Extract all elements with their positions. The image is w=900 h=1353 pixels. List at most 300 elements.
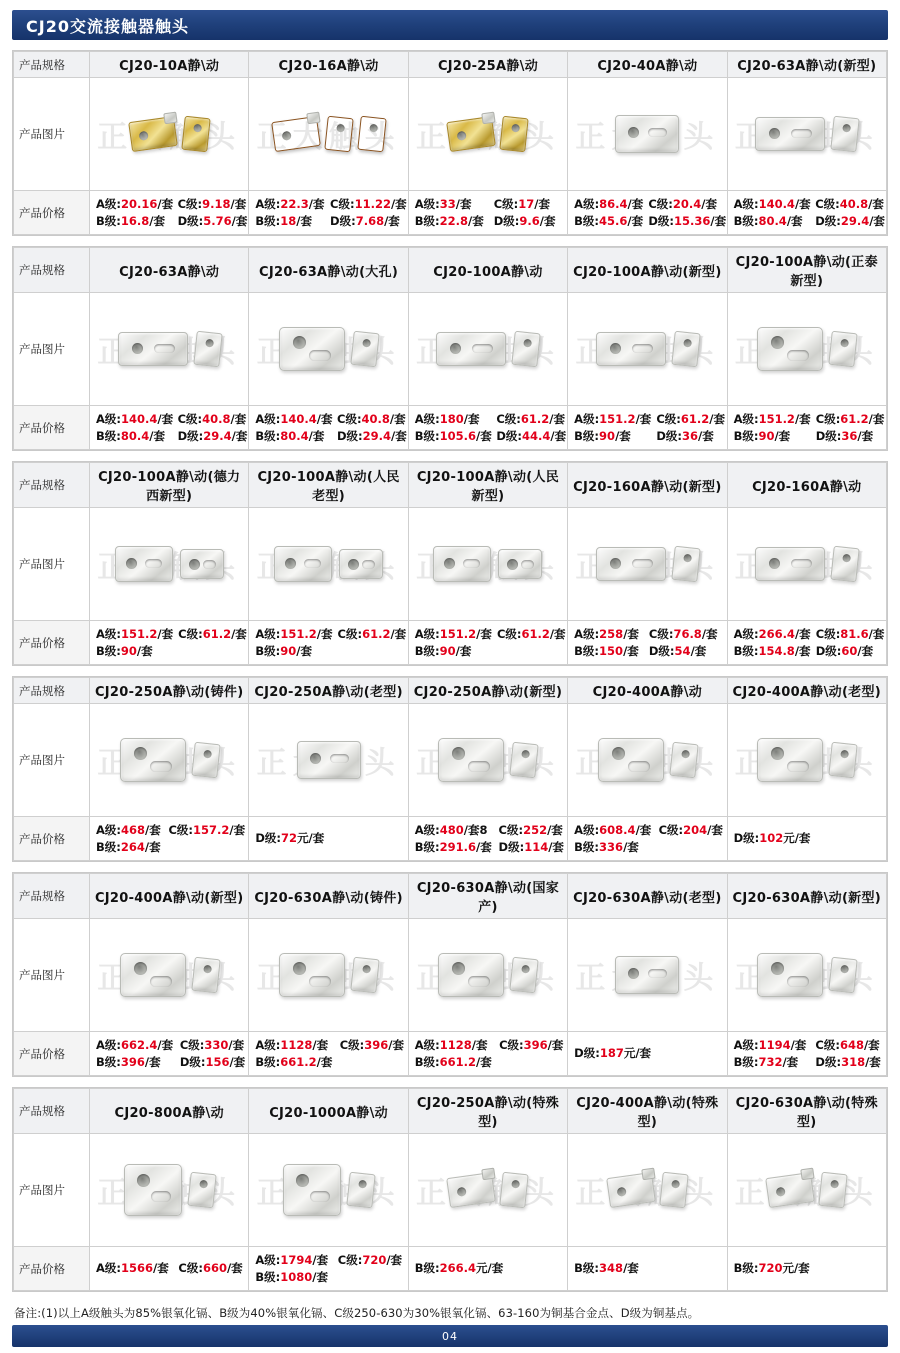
price-line — [255, 214, 312, 228]
price-unit: /套 — [794, 643, 811, 658]
price-line — [178, 197, 247, 211]
price-value: 72 — [281, 831, 298, 845]
price-grade: D级: — [493, 213, 520, 228]
price-line — [180, 1038, 244, 1052]
product-spec-cell — [568, 1089, 727, 1134]
price-unit: /套 — [698, 428, 714, 443]
price-unit: /套 — [790, 1037, 807, 1052]
price-unit: /套 — [623, 1261, 639, 1275]
price-value: 140.4 — [758, 196, 795, 211]
price-line — [96, 1055, 161, 1069]
price-line — [415, 1261, 503, 1275]
price-line — [330, 214, 400, 228]
price-unit: /套 — [857, 428, 874, 443]
price-grade: C级: — [337, 411, 362, 426]
product-spec-cell — [727, 1089, 886, 1134]
price-line — [574, 1261, 639, 1275]
price-line — [496, 412, 565, 426]
price-unit: /套 — [149, 213, 165, 228]
price-unit: /套 — [690, 643, 707, 658]
price-value: 45.6 — [599, 213, 628, 228]
price-value: 16.8 — [120, 213, 150, 228]
price-grade: B级: — [255, 1269, 281, 1284]
price-grade: B级: — [733, 643, 759, 658]
page-title: CJ20交流接触器触头 — [26, 16, 189, 36]
price-grade: B级: — [574, 643, 600, 658]
price-unit: /套 — [549, 411, 565, 426]
product-price-cell — [408, 621, 567, 665]
price-unit: /套 — [296, 643, 312, 658]
price-unit: /套 — [388, 1037, 404, 1052]
price-value: 36 — [841, 428, 858, 443]
price-grade: D级: — [177, 213, 204, 228]
price-line — [497, 627, 566, 641]
price-line — [574, 429, 631, 443]
price-grade: B级: — [574, 1261, 600, 1275]
product-price-cell — [249, 1032, 408, 1076]
product-image-cell — [408, 704, 567, 817]
product-image-cell — [568, 508, 727, 621]
price-grade: D级: — [255, 831, 282, 845]
price-value: 661.2 — [439, 1054, 477, 1069]
product-spec-cell — [249, 248, 408, 293]
product-spec-cell — [90, 463, 249, 508]
price-line — [656, 412, 725, 426]
product-price-cell — [90, 1032, 249, 1076]
product-image-cell — [249, 1134, 408, 1247]
product-spec-cell — [568, 874, 727, 919]
product-image-cell — [90, 508, 249, 621]
price-unit: /套 — [308, 428, 325, 443]
product-spec-cell — [249, 874, 408, 919]
product-photo — [283, 1164, 374, 1216]
product-spec-label: CJ20-63A静\动(新型) — [737, 59, 877, 74]
product-photo — [755, 547, 858, 581]
price-line — [648, 214, 726, 228]
product-photo — [757, 738, 856, 782]
price-line — [574, 823, 651, 837]
product-image-cell — [249, 704, 408, 817]
price-value: 54 — [674, 643, 691, 658]
price-grade: B级: — [733, 1261, 759, 1275]
price-line — [734, 412, 811, 426]
price-value: 102 — [759, 831, 784, 845]
price-unit: /套 — [615, 428, 631, 443]
price-grade: B级: — [414, 213, 440, 228]
price-grade: B级: — [96, 428, 121, 443]
price-line — [96, 840, 161, 854]
price-line — [178, 412, 247, 426]
product-spec-label: CJ20-1000A静\动 — [269, 1105, 388, 1121]
price-unit: /套 — [316, 626, 333, 641]
price-unit: /套 — [786, 213, 803, 228]
price-line — [574, 840, 639, 854]
price-unit: 元/套 — [782, 1261, 810, 1275]
price-value: 151.2 — [599, 411, 636, 426]
price-value: 40.8 — [839, 196, 869, 211]
product-block — [12, 872, 888, 1077]
price-value: 396 — [120, 1054, 145, 1069]
price-grade: D级: — [656, 428, 682, 443]
product-photo — [448, 117, 527, 151]
product-price-cell — [90, 1247, 249, 1291]
price-value: 480 — [439, 822, 464, 837]
price-value: 33 — [439, 196, 456, 211]
price-value: 396 — [364, 1037, 389, 1052]
price-line — [338, 1253, 402, 1267]
price-value: 154.8 — [758, 643, 795, 658]
price-grade: A级: — [733, 411, 759, 426]
product-spec-label: CJ20-400A静\动(老型) — [732, 685, 882, 700]
price-value: 661.2 — [280, 1054, 317, 1069]
price-line — [734, 1261, 810, 1275]
price-line — [178, 627, 247, 641]
price-unit: /套 — [627, 213, 644, 228]
product-spec-cell — [249, 52, 408, 78]
product-photo — [297, 741, 361, 779]
price-value: 80.4 — [120, 428, 150, 443]
product-spec-label: CJ20-100A静\动 — [433, 264, 543, 280]
price-grade: C级: — [496, 411, 521, 426]
price-unit: 元/套 — [297, 831, 325, 845]
product-image-cell — [90, 704, 249, 817]
row-label-picture: 产品图片 — [14, 704, 90, 817]
price-grade: C级: — [168, 822, 193, 837]
price-grade: B级: — [414, 1054, 440, 1069]
price-grade: D级: — [574, 1046, 600, 1060]
price-unit: /套 — [468, 213, 484, 228]
price-unit: /套 — [226, 1261, 243, 1275]
price-grade: D级: — [733, 831, 760, 845]
price-line — [659, 823, 723, 837]
price-line — [96, 197, 173, 211]
product-price-cell — [727, 1247, 886, 1291]
price-grade: A级: — [414, 822, 440, 837]
price-unit: /套 — [701, 626, 718, 641]
price-line — [415, 1038, 488, 1052]
price-grade: D级: — [815, 213, 841, 228]
product-image-cell — [568, 1134, 727, 1247]
price-unit: 元/套 — [783, 831, 811, 845]
product-price-cell — [568, 621, 727, 665]
price-line — [415, 214, 484, 228]
product-photo — [596, 332, 699, 366]
price-unit: /套8 — [463, 822, 488, 837]
price-line — [337, 412, 406, 426]
price-line — [415, 197, 472, 211]
price-unit: /套 — [550, 428, 567, 443]
price-value: 720 — [362, 1252, 387, 1267]
product-spec-cell — [727, 52, 886, 78]
price-value: 204 — [683, 822, 708, 837]
price-value: 114 — [524, 839, 549, 854]
row-label-price: 产品价格 — [14, 191, 90, 235]
product-price-cell — [249, 1247, 408, 1291]
price-grade: B级: — [414, 643, 440, 658]
price-value: 22.3 — [280, 196, 309, 211]
price-unit: /套 — [144, 839, 161, 854]
price-unit: /套 — [868, 411, 885, 426]
price-line — [816, 412, 885, 426]
price-line — [255, 1253, 328, 1267]
price-unit: /套 — [455, 643, 472, 658]
product-image-cell — [727, 919, 886, 1032]
row-label-picture: 产品图片 — [14, 508, 90, 621]
price-grade: D级: — [815, 1054, 842, 1069]
product-spec-label: CJ20-630A静\动(铸件) — [254, 890, 403, 906]
price-grade: D级: — [496, 428, 522, 443]
product-price-cell — [249, 191, 408, 235]
price-grade: A级: — [96, 1261, 121, 1275]
price-unit: /套 — [390, 196, 407, 211]
price-grade: C级: — [330, 196, 355, 211]
footer-note: 备注:(1)以上A级触头为85%银氧化镉、B级为40%银氧化镉、C级250-630为30%银氧化镉、63-160为铜基合金点、D级为铜基点。 — [14, 1306, 700, 1320]
product-image-cell — [408, 78, 567, 191]
price-unit: /套 — [868, 196, 884, 211]
price-line — [574, 627, 639, 641]
product-image-cell — [727, 704, 886, 817]
price-value: 1794 — [280, 1252, 313, 1267]
price-value: 90 — [280, 643, 297, 658]
price-value: 90 — [120, 643, 137, 658]
price-unit: /套 — [782, 1054, 799, 1069]
price-line — [415, 644, 472, 658]
price-value: 1194 — [758, 1037, 791, 1052]
price-line — [494, 197, 550, 211]
product-photo — [438, 953, 537, 997]
price-grade: A级: — [574, 822, 600, 837]
price-value: 76.8 — [673, 626, 702, 641]
price-value: 90 — [439, 643, 456, 658]
price-line — [499, 823, 563, 837]
product-spec-cell — [568, 678, 727, 704]
price-line — [816, 644, 873, 658]
product-price-cell — [249, 817, 408, 861]
price-unit: /套 — [157, 1037, 174, 1052]
price-value: 7.68 — [355, 213, 385, 228]
product-spec-label: CJ20-400A静\动(特殊型) — [576, 1096, 719, 1130]
price-value: 61.2 — [680, 411, 710, 426]
product-blocks — [12, 50, 888, 1292]
product-price-cell — [727, 621, 886, 665]
price-value: 336 — [599, 839, 624, 854]
product-image-cell — [90, 293, 249, 406]
price-value: 44.4 — [522, 428, 551, 443]
price-value: 29.4 — [840, 213, 870, 228]
price-unit: /套 — [709, 411, 725, 426]
product-spec-label: CJ20-250A静\动(老型) — [254, 685, 403, 700]
page-title-bar — [12, 10, 888, 40]
row-label-spec: 产品规格 — [14, 463, 90, 508]
price-unit: /套 — [157, 196, 174, 211]
price-grade: D级: — [648, 213, 674, 228]
price-line — [574, 214, 643, 228]
product-photo — [615, 115, 679, 153]
price-value: 5.76 — [203, 213, 232, 228]
price-unit: /套 — [316, 1054, 333, 1069]
price-unit: /套 — [153, 1261, 169, 1275]
price-grade: A级: — [255, 411, 281, 426]
product-spec-label: CJ20-630A静\动(特殊型) — [735, 1096, 878, 1130]
price-grade: C级: — [178, 1261, 203, 1275]
product-block — [12, 461, 888, 666]
product-spec-label: CJ20-10A静\动 — [119, 59, 220, 74]
price-value: 80.4 — [280, 428, 309, 443]
price-grade: B级: — [733, 1054, 759, 1069]
price-grade: C级: — [656, 411, 681, 426]
row-label-price: 产品价格 — [14, 817, 90, 861]
price-line — [415, 823, 488, 837]
price-value: 151.2 — [758, 411, 795, 426]
price-value: 9.18 — [202, 196, 231, 211]
price-unit: /套 — [623, 643, 639, 658]
price-unit: /套 — [794, 626, 811, 641]
row-label-spec: 产品规格 — [14, 874, 90, 919]
price-line — [734, 1038, 807, 1052]
price-value: 156 — [205, 1054, 230, 1069]
page-number-bar — [12, 1325, 888, 1347]
price-grade: B级: — [96, 839, 121, 854]
price-grade: C级: — [815, 626, 841, 641]
product-price-cell — [90, 406, 249, 450]
price-unit: /套 — [710, 213, 727, 228]
price-line — [574, 644, 639, 658]
price-value: 15.36 — [674, 213, 711, 228]
price-unit: /套 — [868, 626, 885, 641]
price-line — [648, 197, 717, 211]
price-value: 29.4 — [362, 428, 392, 443]
product-price-cell — [568, 817, 727, 861]
price-unit: /套 — [623, 839, 639, 854]
price-unit: /套 — [774, 428, 791, 443]
product-photo — [433, 546, 542, 582]
price-value: 330 — [204, 1037, 229, 1052]
product-spec-label: CJ20-100A静\动(新型) — [573, 264, 722, 280]
price-grade: B级: — [574, 213, 600, 228]
price-unit: /套 — [547, 822, 563, 837]
price-line — [178, 429, 248, 443]
price-line — [255, 831, 324, 845]
price-value: 348 — [599, 1261, 624, 1275]
price-unit: /套 — [391, 428, 407, 443]
price-line — [96, 1038, 173, 1052]
product-photo — [124, 1164, 215, 1216]
product-photo — [118, 332, 221, 366]
product-spec-label: CJ20-25A静\动 — [437, 59, 539, 74]
product-photo — [767, 1173, 846, 1207]
product-spec-cell — [249, 678, 408, 704]
price-unit: /套 — [865, 1054, 881, 1069]
product-spec-label: CJ20-400A静\动(新型) — [94, 890, 244, 906]
price-line — [649, 644, 706, 658]
price-value: 11.22 — [354, 196, 391, 211]
price-unit: /套 — [476, 1054, 492, 1069]
price-grade: A级: — [574, 626, 600, 641]
price-unit: /套 — [312, 1252, 329, 1267]
price-unit: /套 — [231, 626, 247, 641]
product-image-cell — [408, 919, 567, 1032]
row-label-picture: 产品图片 — [14, 78, 90, 191]
product-spec-label: CJ20-16A静\动 — [278, 59, 379, 74]
product-spec-label: CJ20-250A静\动(特殊型) — [416, 1096, 560, 1130]
price-line — [734, 429, 791, 443]
price-line — [574, 412, 651, 426]
price-line — [574, 197, 643, 211]
row-label-price: 产品价格 — [14, 1032, 90, 1076]
price-value: 40.8 — [361, 411, 390, 426]
price-unit: /套 — [857, 643, 874, 658]
product-spec-label: CJ20-100A静\动(正泰新型) — [735, 255, 878, 289]
product-photo — [115, 546, 224, 582]
price-unit: /套 — [228, 1037, 245, 1052]
price-grade: C级: — [648, 196, 673, 211]
price-value: 86.4 — [599, 196, 628, 211]
product-spec-label: CJ20-630A静\动(新型) — [732, 890, 882, 906]
price-grade: B级: — [414, 839, 440, 854]
price-line — [96, 429, 165, 443]
price-line — [255, 627, 332, 641]
price-unit: /套 — [144, 1054, 161, 1069]
price-line — [499, 840, 564, 854]
price-value: 90 — [599, 428, 616, 443]
price-line — [734, 197, 811, 211]
row-label-spec: 产品规格 — [14, 1089, 90, 1134]
product-image-cell — [90, 919, 249, 1032]
product-image-cell — [408, 508, 567, 621]
page-number: 04 — [442, 1329, 458, 1343]
product-image-cell — [90, 1134, 249, 1247]
price-grade: C级: — [179, 1037, 205, 1052]
price-value: 90 — [758, 428, 775, 443]
price-unit: /套 — [157, 411, 174, 426]
product-price-cell — [727, 817, 886, 861]
price-line — [415, 840, 492, 854]
product-image-cell — [727, 1134, 886, 1247]
product-price-cell — [727, 1032, 886, 1076]
price-grade: B级: — [255, 428, 281, 443]
product-image-cell — [249, 919, 408, 1032]
price-value: 180 — [439, 411, 464, 426]
price-value: 150 — [599, 643, 624, 658]
price-value: 61.2 — [520, 411, 550, 426]
price-grade: C级: — [815, 196, 840, 211]
price-line — [494, 214, 556, 228]
price-grade: C级: — [496, 626, 522, 641]
price-grade: B级: — [96, 213, 121, 228]
price-grade: A级: — [733, 196, 759, 211]
product-photo — [279, 953, 378, 997]
price-value: 291.6 — [439, 839, 477, 854]
product-spec-cell — [568, 248, 727, 293]
price-value: 318 — [841, 1054, 866, 1069]
price-unit: /套 — [136, 643, 153, 658]
price-grade: D级: — [330, 213, 356, 228]
price-unit: /套 — [463, 411, 480, 426]
price-line — [734, 831, 811, 845]
price-line — [499, 1038, 563, 1052]
product-spec-label: CJ20-160A静\动(新型) — [573, 479, 722, 495]
product-price-cell — [90, 621, 249, 665]
product-image-cell — [249, 508, 408, 621]
price-grade: A级: — [96, 626, 121, 641]
price-line — [178, 1261, 242, 1275]
price-line — [415, 627, 492, 641]
price-value: 151.2 — [280, 626, 317, 641]
price-grade: A级: — [96, 411, 121, 426]
price-value: 22.8 — [439, 213, 469, 228]
price-line — [415, 412, 480, 426]
price-unit: /套 — [308, 196, 325, 211]
